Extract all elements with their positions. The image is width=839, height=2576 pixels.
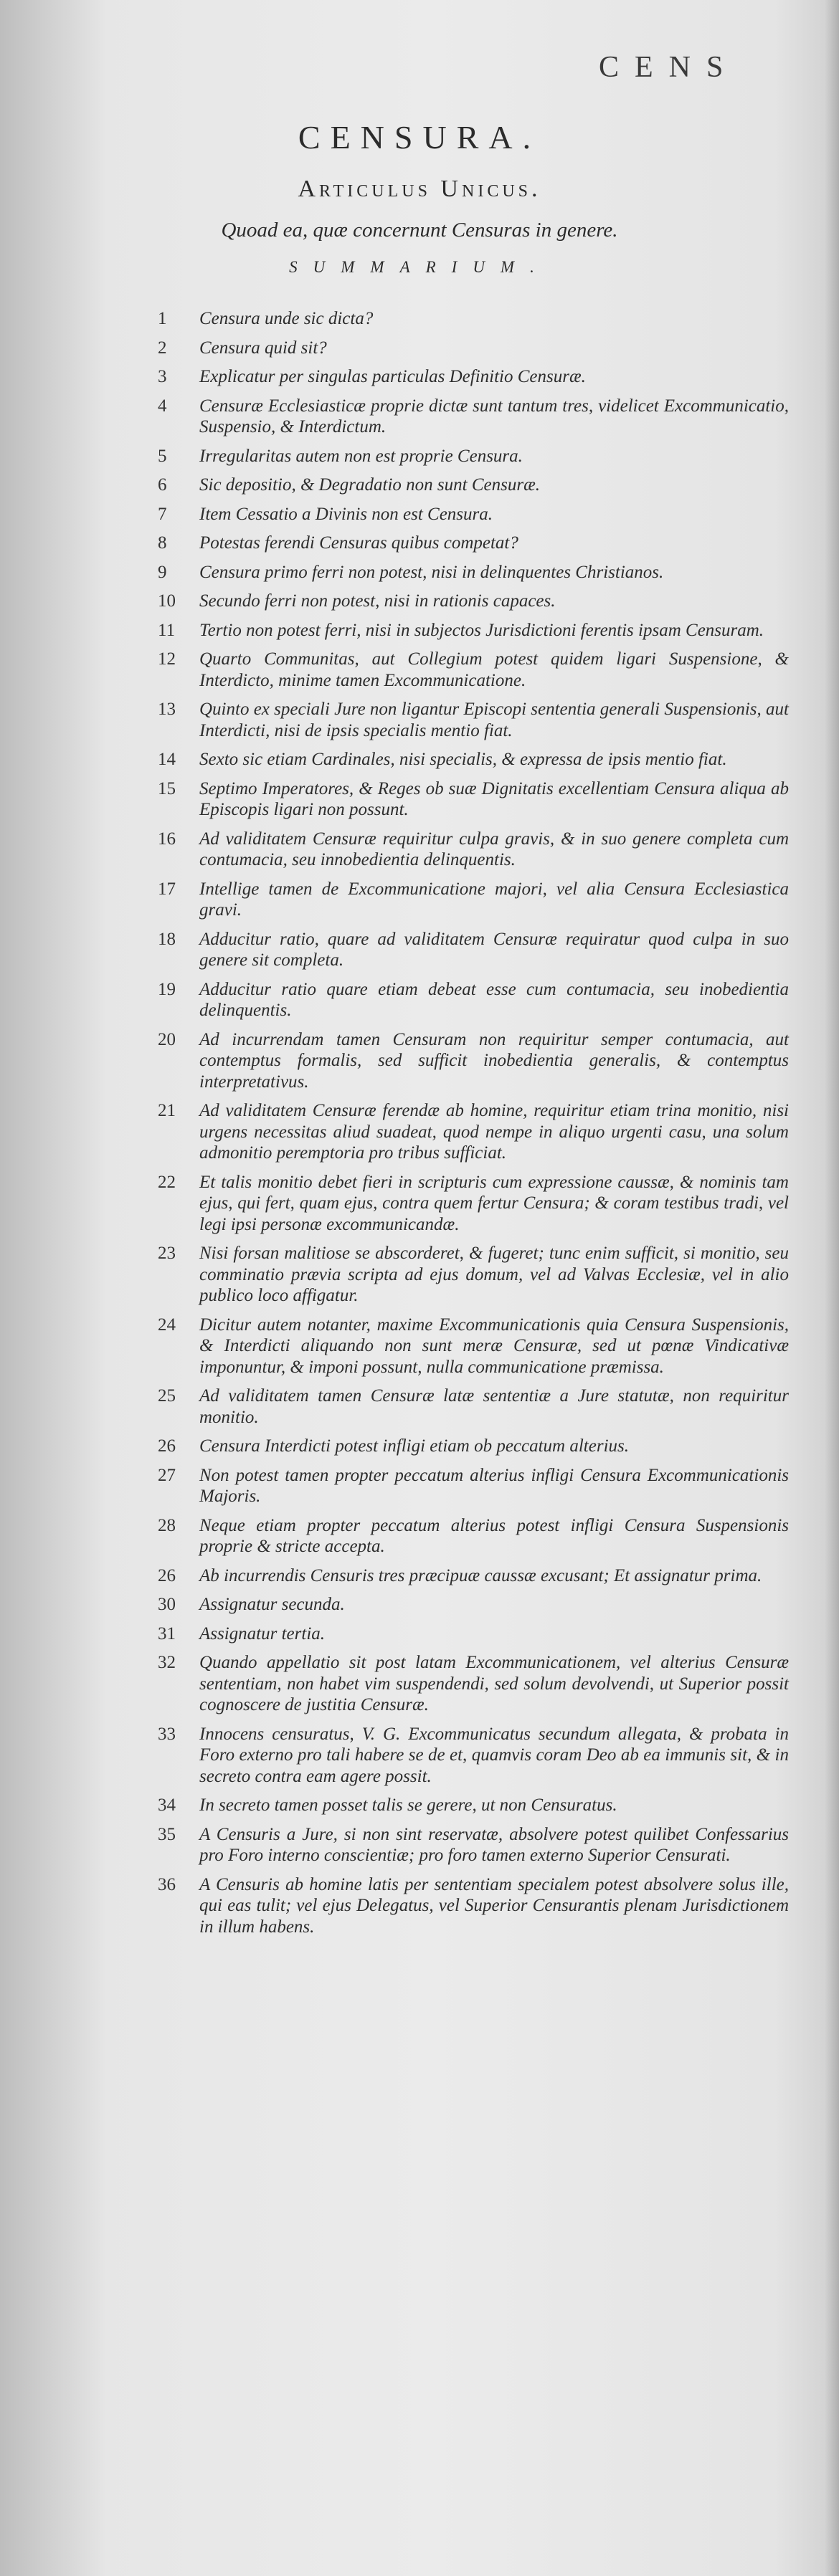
entry-text: Adducitur ratio, quare ad validitatem Censuræ requiratur quod culpa in suo genere sit completa.	[199, 929, 789, 970]
entry-number: 7	[158, 504, 167, 524]
entry-text: Ad incurrendam tamen Censuram non requiritur semper contumacia, aut contemptus formalis, sed sufficit inobedientia generalis, & contemptus interpretativus.	[199, 1029, 789, 1092]
summary-entry	[158, 699, 789, 741]
entry-number: 14	[158, 750, 176, 769]
summary-entry	[158, 1795, 789, 1816]
entry-number: 25	[158, 1386, 176, 1406]
entry-number: 9	[158, 562, 167, 582]
entry-number: 13	[158, 700, 176, 719]
entry-number: 34	[158, 1795, 176, 1815]
summary-entry	[158, 308, 789, 330]
page-gutter-shadow	[0, 0, 108, 2576]
entry-text: In secreto tamen posset talis se gerere, ut non Censuratus.	[199, 1795, 617, 1815]
entry-text: Assignatur secunda.	[199, 1595, 345, 1614]
summary-entry	[158, 1565, 789, 1587]
summary-entry	[158, 591, 789, 612]
summary-entry	[158, 929, 789, 971]
summary-entry	[158, 1594, 789, 1616]
entry-number: 27	[158, 1465, 176, 1485]
summary-entry	[158, 1385, 789, 1428]
summary-entry	[158, 474, 789, 496]
entry-text: Quarto Communitas, aut Collegium potest quidem ligari Suspensione, & Interdicto, minime tamen Excommunicatione.	[199, 649, 789, 690]
entry-number: 36	[158, 1874, 176, 1894]
entry-text: Item Cessatio a Divinis non est Censura.	[199, 504, 493, 524]
entry-text: Tertio non potest ferri, nisi in subjectos Jurisdictioni ferentis ipsam Censuram.	[199, 620, 764, 640]
entry-number: 31	[158, 1623, 176, 1644]
summary-list	[158, 308, 789, 1945]
entry-text: Nisi forsan malitiose se abscorderet, & fugeret; tunc enim sufficit, si monitio, seu comminatio prævia scripta ad ejus domum, vel ad Valvas Ecclesiæ, vel in alio publico loco affigatur.	[199, 1244, 789, 1305]
summary-entry	[158, 1515, 789, 1557]
entry-number: 35	[158, 1824, 176, 1844]
entry-number: 15	[158, 778, 176, 798]
entry-text: A Censuris a Jure, si non sint reservatæ, absolvere potest quilibet Confessarius pro Foro interno conscientiæ; pro foro tamen externo Superior Censurati.	[199, 1824, 789, 1865]
entry-number: 19	[158, 979, 176, 999]
summary-entry	[158, 879, 789, 921]
entry-number: 24	[158, 1315, 176, 1335]
entry-text: Assignatur tertia.	[199, 1623, 326, 1644]
entry-number: 8	[158, 533, 167, 553]
summary-entry	[158, 1436, 789, 1457]
entry-text: Censuræ Ecclesiasticæ proprie dictæ sunt tantum tres, videlicet Excommunicatio, Suspensio, & Interdictum.	[199, 396, 789, 437]
summary-heading: SUMMARIUM.	[289, 258, 550, 276]
page-edge-shadow	[825, 0, 839, 2576]
entry-number: 26	[158, 1436, 176, 1456]
summary-entry	[158, 1100, 789, 1164]
summary-entry	[158, 366, 789, 388]
summary-entry	[158, 1824, 789, 1866]
summary-entry	[158, 338, 789, 359]
entry-text: Ab incurrendis Censuris tres præcipuæ caussæ excusant; Et assignatur prima.	[199, 1565, 762, 1585]
summary-entry	[158, 1172, 789, 1236]
entry-text: Septimo Imperatores, & Reges ob suæ Dignitatis excellentiam Censura aliqua ab Episcopis ligari non possunt.	[199, 778, 789, 819]
summary-entry	[158, 829, 789, 871]
entry-text: Non potest tamen propter peccatum alterius infligi Censura Excommunicationis Majoris.	[199, 1465, 789, 1506]
entry-number: 32	[158, 1653, 176, 1672]
entry-number: 1	[158, 309, 167, 328]
summary-entry	[158, 1315, 789, 1378]
summary-entry	[158, 504, 789, 525]
entry-number: 16	[158, 829, 176, 849]
entry-number: 2	[158, 338, 167, 358]
entry-text: Ad validitatem Censuræ ferendæ ab homine, requiritur etiam trina monitio, nisi urgens necessitas aliud suadeat, quod nempe in aliquo urgenti casu, una solum admonitio peremptoria pro tribus sufficiat.	[199, 1101, 789, 1163]
entry-number: 33	[158, 1724, 176, 1744]
entry-text: Irregularitas autem non est proprie Censura.	[199, 446, 523, 466]
entry-text: Dicitur autem notanter, maxime Excommunicationis quia Censura Suspensionis, & Interdicti aliquando non sunt meræ Censuræ, sed ut pœnæ Vindicativæ imponuntur, & imponi possunt, nulla communicatione præmissa.	[199, 1315, 789, 1377]
entry-number: 30	[158, 1595, 176, 1614]
summary-entry	[158, 562, 789, 583]
summary-entry	[158, 649, 789, 691]
summary-entry	[158, 979, 789, 1021]
entry-text: Ad validitatem Censuræ requiritur culpa gravis, & in suo genere completa cum contumacia, seu innobedientia delinquentis.	[199, 829, 789, 869]
entry-text: Potestas ferendi Censuras quibus competat?	[199, 533, 518, 553]
summary-entry	[158, 1029, 789, 1093]
entry-text: Sexto sic etiam Cardinales, nisi specialis, & expressa de ipsis mentio fiat.	[199, 750, 727, 769]
article-subtitle: Articulus Unicus.	[298, 176, 541, 202]
summary-entry	[158, 1724, 789, 1788]
entry-text: Et talis monitio debet fieri in scripturis cum expressione caussæ, & nominis tam ejus, qui fert, quam ejus, contra quem fertur Censura; & coram testibus tradi, vel legi ipsi personæ excommunicandæ.	[199, 1172, 789, 1234]
summary-entry	[158, 778, 789, 821]
summary-entry	[158, 1243, 789, 1307]
summary-entry	[158, 533, 789, 554]
entry-number: 18	[158, 929, 176, 949]
entry-text: Censura Interdicti potest infligi etiam ob peccatum alterius.	[199, 1436, 629, 1456]
summary-entry	[158, 1874, 789, 1938]
entry-text: A Censuris ab homine latis per sententiam specialem potest absolvere solus ille, qui eas tulit; vel ejus Delegatus, vel Superior Censurantis plenam Jurisdictionem in illum habens.	[199, 1874, 789, 1937]
entry-text: Quando appellatio sit post latam Excommunicationem, vel alterius Censuræ sententiam, non habet vim suspendendi, sed solum devolvendi, ut Superior possit cognoscere de justitia Censuræ.	[199, 1653, 789, 1714]
entry-text: Intellige tamen de Excommunicatione majori, vel alia Censura Ecclesiastica gravi.	[199, 879, 789, 920]
entry-number: 20	[158, 1029, 176, 1049]
entry-number: 3	[158, 367, 167, 386]
scope-line: Quoad ea, quæ concernunt Censuras in genere.	[221, 219, 618, 242]
entry-number: 5	[158, 446, 167, 466]
entry-number: 28	[158, 1515, 176, 1535]
summary-entry	[158, 1652, 789, 1716]
entry-number: 4	[158, 396, 167, 416]
running-head: CENS	[599, 51, 739, 84]
entry-number: 26	[158, 1565, 176, 1585]
entry-text: Censura unde sic dicta?	[199, 309, 374, 328]
entry-number: 12	[158, 649, 176, 669]
entry-number: 10	[158, 591, 176, 611]
entry-number: 17	[158, 879, 176, 899]
summary-entry	[158, 1465, 789, 1507]
entry-text: Censura quid sit?	[199, 338, 327, 358]
summary-entry	[158, 396, 789, 438]
entry-text: Neque etiam propter peccatum alterius potest infligi Censura Suspensionis proprie & stricte accepta.	[199, 1515, 789, 1556]
entry-text: Innocens censuratus, V. G. Excommunicatus secundum allegata, & probata in Foro externo pro tali habere se de et, quamvis coram Deo ab ea immunis sit, & in secreto contra eam agere possit.	[199, 1724, 789, 1786]
entry-text: Adducitur ratio quare etiam debeat esse cum contumacia, seu inobedientia delinquentis.	[199, 979, 789, 1020]
entry-text: Ad validitatem tamen Censuræ latæ sententiæ a Jure statutæ, non requiritur monitio.	[199, 1386, 789, 1427]
entry-number: 11	[158, 620, 176, 640]
entry-text: Secundo ferri non potest, nisi in rationis capaces.	[199, 591, 556, 611]
entry-text: Censura primo ferri non potest, nisi in delinquentes Christianos.	[199, 562, 664, 582]
entry-text: Quinto ex speciali Jure non ligantur Episcopi sententia generali Suspensionis, aut Interdicti, nisi de ipsis specialis mentio fiat.	[199, 700, 789, 740]
summary-entry	[158, 620, 789, 641]
entry-text: Sic depositio, & Degradatio non sunt Censuræ.	[199, 475, 540, 495]
entry-number: 21	[158, 1101, 176, 1120]
summary-entry	[158, 446, 789, 467]
summary-entry	[158, 749, 789, 771]
entry-text: Explicatur per singulas particulas Definitio Censuræ.	[199, 367, 586, 386]
entry-number: 23	[158, 1244, 176, 1263]
page-title: CENSURA.	[298, 119, 541, 156]
entry-number: 6	[158, 475, 167, 495]
summary-entry	[158, 1623, 789, 1645]
entry-number: 22	[158, 1172, 176, 1192]
